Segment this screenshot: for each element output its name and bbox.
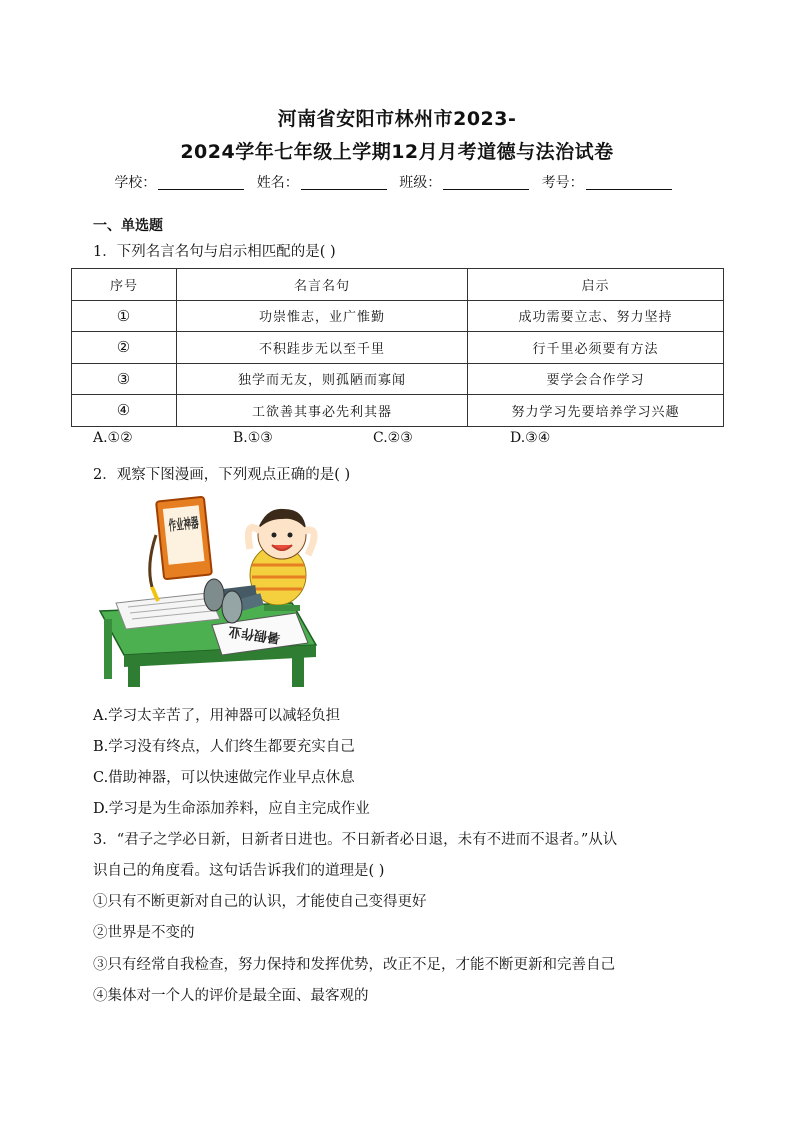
table-cell: 行千里必须要有方法 [468, 332, 724, 364]
question-2-option-a[interactable]: A.学习太辛苦了，用神器可以减轻负担 [93, 708, 341, 724]
question-3-item-2: ②世界是不变的 [93, 925, 195, 941]
question-2-stem: 2．观察下图漫画，下列观点正确的是( ) [93, 467, 351, 483]
question-1-table [71, 268, 724, 427]
table-header-row [72, 269, 724, 301]
question-3-item-3: ③只有经常自我检查，努力保持和发挥优势，改正不足，才能不断更新和完善自己 [93, 957, 615, 973]
table-cell: ① [72, 300, 177, 332]
exam-title-line1: 河南省安阳市林州市2023- [277, 108, 517, 130]
name-blank [301, 175, 387, 190]
table-cell: 要学会合作学习 [468, 363, 724, 395]
school-blank [158, 175, 244, 190]
table-cell: ④ [72, 395, 177, 427]
question-2-option-d[interactable]: D.学习是为生命添加养料，应自主完成作业 [93, 801, 370, 817]
question-1-stem: 1．下列名言名句与启示相匹配的是( ) [93, 244, 336, 260]
exam-number-blank [586, 175, 672, 190]
option-b[interactable]: B.①③ [233, 430, 273, 446]
table-row [72, 395, 724, 427]
table-cell: 独学而无友，则孤陋而寡闻 [177, 363, 468, 395]
exam-title-line2: 2024学年七年级上学期12月月考道德与法治试卷 [180, 141, 614, 163]
name-label: 姓名： [256, 175, 299, 191]
class-blank [443, 175, 529, 190]
table-row [72, 363, 724, 395]
table-cell: 工欲善其事必先利其器 [177, 395, 468, 427]
question-3-stem-line2: 识自己的角度看。这句话告诉我们的道理是( ) [93, 863, 385, 879]
table-header-cell: 名言名句 [177, 269, 468, 301]
question-3-item-4: ④集体对一个人的评价是最全面、最客观的 [93, 988, 369, 1004]
table-header-cell: 启示 [468, 269, 724, 301]
school-label: 学校： [114, 175, 157, 191]
exam-number-label: 考号： [541, 175, 584, 191]
question-2-option-c[interactable]: C.借助神器，可以快速做完作业早点休息 [93, 770, 355, 786]
option-c[interactable]: C.②③ [373, 430, 413, 446]
question-3-stem-line1: 3．“君子之学必日新，日新者日进也。不日新者必日退，未有不进而不退者。”从认 [93, 832, 618, 848]
table-cell: 功崇惟志，业广惟勤 [177, 300, 468, 332]
table-cell: ③ [72, 363, 177, 395]
homework-cartoon-image [96, 495, 354, 687]
section-title: 一、单选题 [93, 218, 163, 234]
question-2-option-b[interactable]: B.学习没有终点，人们终生都要充实自己 [93, 739, 355, 755]
option-d[interactable]: D.③④ [510, 430, 551, 446]
sign-text: 作业神器 [167, 512, 226, 535]
table-cell: 不积跬步无以至千里 [177, 332, 468, 364]
table-cell: 成功需要立志、努力坚持 [468, 300, 724, 332]
table-header-cell: 序号 [72, 269, 177, 301]
table-cell: 努力学习先要培养学习兴趣 [468, 395, 724, 427]
class-label: 班级： [399, 175, 442, 191]
table-row [72, 332, 724, 364]
student-info-row [0, 172, 794, 192]
table-cell: ② [72, 332, 177, 364]
table-row [72, 300, 724, 332]
option-a[interactable]: A.①② [93, 430, 133, 446]
book-cover-text: 暑假作业 [227, 622, 282, 646]
question-3-item-1: ①只有不断更新对自己的认识，才能使自己变得更好 [93, 894, 427, 910]
